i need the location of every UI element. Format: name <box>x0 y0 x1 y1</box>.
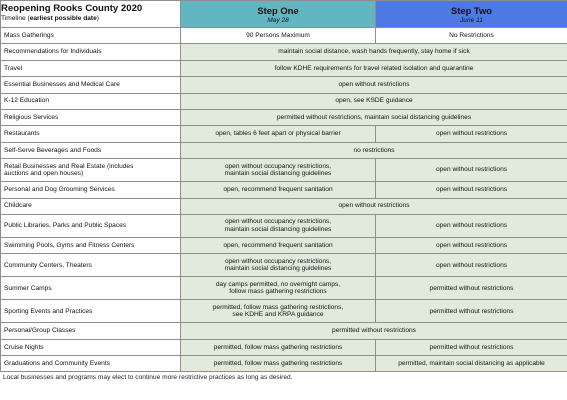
title-cell <box>1 1 181 28</box>
step-two-cell <box>376 126 567 142</box>
cell-line: open without restrictions <box>435 241 508 249</box>
both-steps-cell <box>181 142 567 158</box>
cell-line: day camps permitted, no overnight camps, <box>215 280 341 288</box>
cell-line: maintain social distancing guidelines <box>224 225 332 233</box>
table-row <box>1 44 567 60</box>
table-row <box>1 356 567 372</box>
step-one-cell <box>181 214 376 237</box>
cell-line: 90 Persons Maximum <box>246 31 310 39</box>
row-label: Sporting Events and Practices <box>1 300 181 323</box>
cell-line: maintain social distancing guidelines <box>224 170 332 178</box>
step-two-cell <box>376 237 567 253</box>
step-one-cell <box>181 159 376 182</box>
row-label: Religious Services <box>1 109 181 125</box>
row-label: Graduations and Community Events <box>1 356 181 372</box>
cell-line: auctions and open houses) <box>4 170 84 178</box>
subtitle-prefix: Timeline ( <box>1 15 30 22</box>
step-two-cell <box>376 356 567 372</box>
footnote: Local businesses and programs may elect to continue more restrictive practices as long as desired. <box>3 374 293 381</box>
cell-line: No Restrictions <box>449 31 494 39</box>
table-row <box>1 198 567 214</box>
step-one-cell <box>181 277 376 300</box>
both-steps-cell <box>181 60 567 76</box>
step-one-date: May 28 <box>267 17 289 24</box>
table-row <box>1 182 567 198</box>
cell-line: open, tables 6 feet apart or physical barrier <box>215 130 341 138</box>
cell-line: open without restrictions <box>435 166 508 174</box>
row-label: Essential Businesses and Medical Care <box>1 77 181 93</box>
table-row <box>1 109 567 125</box>
table-row <box>1 323 567 339</box>
step-one-cell <box>181 254 376 277</box>
subtitle-suffix: ) <box>96 15 99 22</box>
cell-line: permitted without restrictions <box>332 327 416 335</box>
table-row <box>1 93 567 109</box>
row-label <box>1 159 181 182</box>
step-two-cell <box>376 182 567 198</box>
table-row <box>1 214 567 237</box>
cell-line: open without occupancy restrictions, <box>224 162 332 170</box>
step-two-cell <box>376 300 567 323</box>
cell-line: open, recommend frequent sanitation <box>223 241 333 249</box>
cell-line: permitted without restrictions, maintain social distancing guidelines <box>276 113 472 121</box>
cell-line: permitted, follow mass gathering restrictions, <box>212 303 344 311</box>
table-row <box>1 300 567 323</box>
step-two-cell <box>376 277 567 300</box>
cell-line: permitted, follow mass gathering restrictions <box>213 343 343 351</box>
row-label: Public Libraries, Parks and Public Spaces <box>1 214 181 237</box>
cell-line: no restrictions <box>353 146 395 154</box>
page-title: Reopening Rooks County 2020 <box>1 3 143 14</box>
step-two-date: June 11 <box>460 17 483 24</box>
step-two-cell <box>376 254 567 277</box>
cell-line: Retail Businesses and Real Estate (includes <box>4 162 134 170</box>
table-row <box>1 339 567 355</box>
row-label: Childcare <box>1 198 181 214</box>
step-one-cell <box>181 182 376 198</box>
table-row <box>1 159 567 182</box>
row-label: Recommendations for Individuals <box>1 44 181 60</box>
table-row <box>1 28 567 44</box>
both-steps-cell <box>181 93 567 109</box>
table-row <box>1 77 567 93</box>
cell-line: open without restrictions <box>435 186 508 194</box>
step-two-cell <box>376 339 567 355</box>
cell-line: maintain social distance, wash hands frequently, stay home if sick <box>278 48 470 56</box>
cell-line: open without restrictions <box>435 261 508 269</box>
row-label: Personal/Group Classes <box>1 323 181 339</box>
cell-line: open without restrictions <box>338 81 410 89</box>
table-row <box>1 254 567 277</box>
step-two-header <box>376 1 567 28</box>
table-row <box>1 60 567 76</box>
cell-line: permitted without restrictions <box>429 343 514 351</box>
step-two-cell <box>376 159 567 182</box>
step-two-name: Step Two <box>451 5 492 16</box>
step-one-cell <box>181 300 376 323</box>
both-steps-cell <box>181 323 567 339</box>
step-two-cell <box>376 28 567 44</box>
table-row <box>1 237 567 253</box>
cell-line: open without occupancy restrictions, <box>224 218 332 226</box>
cell-line: permitted, maintain social distancing as applicable <box>398 359 545 367</box>
cell-line: permitted without restrictions <box>429 284 514 292</box>
table-row <box>1 142 567 158</box>
both-steps-cell <box>181 44 567 60</box>
cell-line: open, see KSDE guidance <box>335 97 413 105</box>
row-label: Restaurants <box>1 126 181 142</box>
row-label: Cruise Nights <box>1 339 181 355</box>
step-one-cell <box>181 356 376 372</box>
step-one-cell <box>181 126 376 142</box>
step-one-cell <box>181 28 376 44</box>
cell-line: permitted without restrictions <box>429 307 514 315</box>
header-row <box>1 1 567 28</box>
cell-line: open without restrictions <box>338 202 410 210</box>
table-row <box>1 126 567 142</box>
row-label: K-12 Education <box>1 93 181 109</box>
cell-line: open without restrictions <box>435 130 508 138</box>
step-two-cell <box>376 214 567 237</box>
step-one-cell <box>181 237 376 253</box>
cell-line: see KDHE and KRPA guidance <box>232 311 324 319</box>
step-one-name: Step One <box>257 5 299 16</box>
step-one-header <box>181 1 376 28</box>
row-label: Travel <box>1 60 181 76</box>
both-steps-cell <box>181 198 567 214</box>
row-label: Summer Camps <box>1 277 181 300</box>
row-label: Community Centers, Theaters <box>1 254 181 277</box>
cell-line: open, recommend frequent sanitation <box>223 186 333 194</box>
table-row <box>1 277 567 300</box>
cell-line: permitted, follow mass gathering restrictions <box>213 359 343 367</box>
cell-line: open without restrictions <box>435 222 508 230</box>
cell-line: follow KDHE requirements for travel related isolation and quarantine <box>274 64 474 72</box>
timeline-subtitle <box>1 14 180 23</box>
cell-line: maintain social distancing guidelines <box>224 265 332 273</box>
both-steps-cell <box>181 109 567 125</box>
row-label: Swimming Pools, Gyms and Fitness Centers <box>1 237 181 253</box>
row-label: Mass Gatherings <box>1 28 181 44</box>
row-label: Self-Serve Beverages and Foods <box>1 142 181 158</box>
row-label: Personal and Dog Grooming Services <box>1 182 181 198</box>
cell-line: open without occupancy restrictions, <box>224 257 332 265</box>
subtitle-bold: earliest possible date <box>29 15 97 22</box>
step-one-cell <box>181 339 376 355</box>
cell-line: follow mass gathering restrictions <box>229 288 327 296</box>
both-steps-cell <box>181 77 567 93</box>
